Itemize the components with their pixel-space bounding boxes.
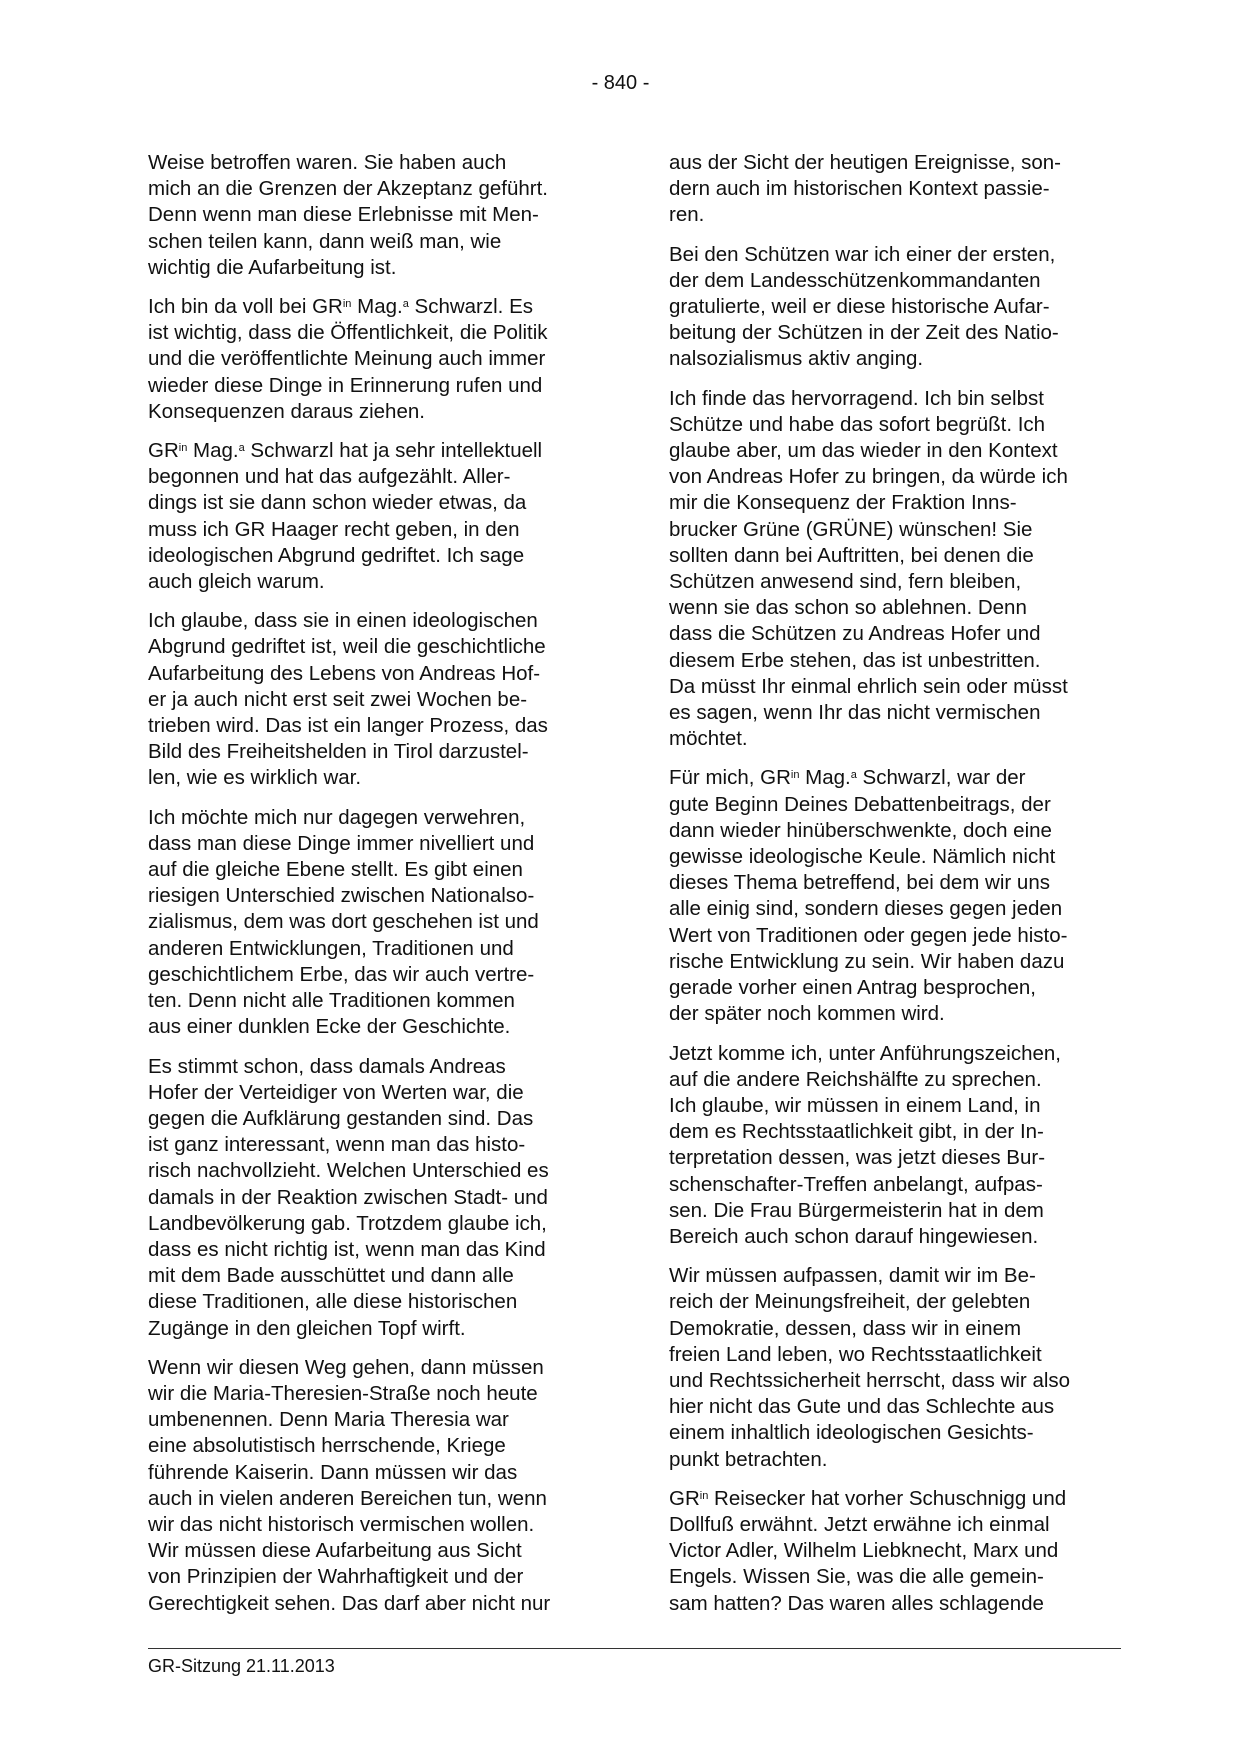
paragraph: aus der Sicht der heutigen Ereignisse, son- dern auch im historischen Kontext passie- ren. xyxy=(669,151,1062,227)
paragraph: Ich finde das hervorragend. Ich bin selbst Schütze und habe das sofort begrüßt. Ich glaube aber, um das wieder in den Kontext von Andreas Hofer zu bringen, da würde ich mir die Konsequenz der Fraktion Inns- brucker Grüne (GRÜNE) wünschen! Sie sollten dann bei Auftritten, bei denen die Schützen anwesend sind, fern bleiben, wenn sie das schon so ablehnen. Denn dass die Schützen zu Andreas Hofer und diesem Erbe stehen, das ist unbestritten. Da müsst Ihr einmal ehrlich sein oder müsst es sagen, wenn Ihr das nicht vermischen möchtet. xyxy=(669,386,1068,751)
paragraph: $GR^{in}$ Reisecker hat vorher Schuschnigg und Dollfuß erwähnt. Jetzt erwähne ich einmal Victor Adler, Wilhelm Liebknecht, Marx und Engels. Wissen Sie, was die alle gemein- sam hatten? Das waren alles schlagende xyxy=(669,1486,1067,1615)
paragraph: Ich möchte mich nur dagegen verwehren, dass man diese Dinge immer nivelliert und auf die gleiche Ebene stellt. Es gibt einen riesigen Unterschied zwischen Nationalso- zialismus, dem was dort geschehen ist und anderen Entwicklungen, Traditionen und geschichtlichem Erbe, das wir auch vertre- ten. Denn nicht alle Traditionen kommen aus einer dunklen Ecke der Geschichte. xyxy=(148,805,539,1039)
paragraph: Es stimmt schon, dass damals Andreas Hofer der Verteidiger von Werten war, die gegen die Aufklärung gestanden sind. Das ist ganz interessant, wenn man das histo- risch nachvollzieht. Welchen Unterschied es damals in der Reaktion zwischen Stadt- und Landbevölkerung gab. Trotzdem glaube ich, dass es nicht richtig ist, wenn man das Kind mit dem Bade ausschüttet und dann alle diese Traditionen, alle diese historischen Zugänge in den gleichen Topf wirft. xyxy=(148,1054,549,1340)
paragraph: Wir müssen aufpassen, damit wir im Be- reich der Meinungsfreiheit, der gelebten Demokratie, dessen, dass wir in einem freien Land leben, wo Rechtsstaatlichkeit und Rechtssicherheit herrscht, dass wir also hier nicht das Gute und das Schlechte aus einem inhaltlich ideologischen Gesichts- punkt betrachten. xyxy=(669,1264,1071,1471)
footer-session-date: GR-Sitzung 21.11.2013 xyxy=(148,1656,335,1676)
page-number: - 840 - xyxy=(591,72,650,94)
paragraph: Jetzt komme ich, unter Anführungszeichen, auf die andere Reichshälfte zu sprechen. Ich glaube, wir müssen in einem Land, in dem es Rechtsstaatlichkeit gibt, in der In- terpretation dessen, was jetzt dieses Bur- schenschafter-Treffen anbelangt, aufpas- sen. Die Frau Bürgermeisterin hat in dem Bereich auch schon darauf hingewiesen. xyxy=(669,1041,1061,1248)
paragraph: $GR^{in}$ Mag.$^a$ Schwarzl hat ja sehr intellektuell begonnen und hat das aufgezählt. Aller- dings ist sie dann schon wieder etwas, da muss ich GR Haager recht geben, in den ideologischen Abgrund gedriftet. Ich sage auch gleich warum. xyxy=(148,439,543,594)
paragraph: Ich bin da voll bei $GR^{in}$ Mag.$^a$ Schwarzl. Es ist wichtig, dass die Öffentlichkeit, die Politik und die veröffentlichte Meinung auch immer wieder diese Dinge in Erinnerung rufen und Konsequenzen daraus ziehen. xyxy=(148,295,548,423)
paragraph: Ich glaube, dass sie in einen ideologischen Abgrund gedriftet ist, weil die geschichtliche Aufarbeitung des Lebens von Andreas Hof- er ja auch nicht erst seit zwei Wochen be- trieben wird. Das ist ein langer Prozess, das Bild des Freiheitshelden in Tirol darzustel- len, wie es wirklich war. xyxy=(148,609,548,790)
paragraph: Wenn wir diesen Weg gehen, dann müssen wir die Maria-Theresien-Straße noch heute umbenennen. Denn Maria Theresia war eine absolutistisch herrschende, Kriege führende Kaiserin. Dann müssen wir das auch in vielen anderen Bereichen tun, wenn wir das nicht historisch vermischen wollen. Wir müssen diese Aufarbeitung aus Sicht von Prinzipien der Wahrhaftigkeit und der Gerechtigkeit sehen. Das darf aber nicht nur xyxy=(148,1355,551,1615)
left-column xyxy=(148,150,598,1630)
footer-divider xyxy=(148,1648,1121,1649)
right-column xyxy=(669,150,1119,1630)
paragraph: Bei den Schützen war ich einer der ersten, der dem Landesschützenkommandanten gratulierte, weil er diese historische Aufar- beitung der Schützen in der Zeit des Natio- nalsozialismus aktiv anging. xyxy=(669,242,1059,371)
paragraph: Für mich, $GR^{in}$ Mag.$^a$ Schwarzl, war der gute Beginn Deines Debattenbeitrags, der dann wieder hinüberschwenkte, doch eine gewisse ideologische Keule. Nämlich nicht dieses Thema betreffend, bei dem wir uns alle einig sind, sondern dieses gegen jeden Wert von Traditionen oder gegen jede histo- rische Entwicklung zu sein. Wir haben dazu gerade vorher einen Antrag besprochen, der später noch kommen wird. xyxy=(669,766,1068,1026)
paragraph: Weise betroffen waren. Sie haben auch mich an die Grenzen der Akzeptanz geführt. Denn wenn man diese Erlebnisse mit Men- schen teilen kann, dann weiß man, wie wichtig die Aufarbeitung ist. xyxy=(148,151,548,279)
